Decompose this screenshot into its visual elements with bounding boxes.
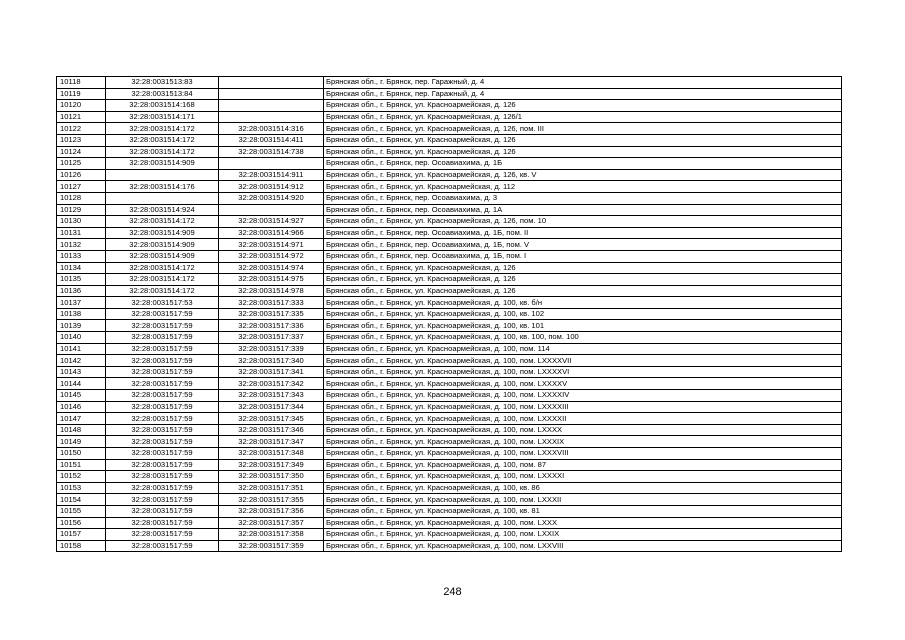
cadastral-number-cell: 32:28:0031517:348	[219, 448, 324, 460]
address-cell: Брянская обл., г. Брянск, пер. Осоавиахима, д. 1Б, пом. II	[324, 227, 842, 239]
row-number-cell: 10142	[57, 355, 106, 367]
row-number-cell: 10147	[57, 413, 106, 425]
address-cell: Брянская обл., г. Брянск, ул. Красноармейская, д. 126	[324, 262, 842, 274]
address-cell: Брянская обл., г. Брянск, ул. Красноармейская, д. 126	[324, 146, 842, 158]
row-number-cell: 10145	[57, 390, 106, 402]
cadastral-number-cell: 32:28:0031517:337	[219, 332, 324, 344]
row-number-cell: 10134	[57, 262, 106, 274]
parent-cadastral-cell: 32:28:0031517:59	[106, 494, 219, 506]
cadastral-number-cell: 32:28:0031517:349	[219, 459, 324, 471]
cadastral-number-cell: 32:28:0031514:920	[219, 192, 324, 204]
table-row	[57, 529, 842, 541]
parent-cadastral-cell: 32:28:0031517:59	[106, 366, 219, 378]
row-number-cell: 10143	[57, 366, 106, 378]
table-row	[57, 88, 842, 100]
address-cell: Брянская обл., г. Брянск, ул. Красноармейская, д. 100, пом. LXXXXVII	[324, 355, 842, 367]
row-number-cell: 10129	[57, 204, 106, 216]
cadastral-number-cell: 32:28:0031517:356	[219, 505, 324, 517]
parent-cadastral-cell: 32:28:0031517:59	[106, 355, 219, 367]
cadastral-number-cell	[219, 100, 324, 112]
parent-cadastral-cell: 32:28:0031514:909	[106, 250, 219, 262]
address-cell: Брянская обл., г. Брянск, ул. Красноармейская, д. 126, кв. V	[324, 169, 842, 181]
parent-cadastral-cell: 32:28:0031517:59	[106, 436, 219, 448]
cadastral-number-cell: 32:28:0031517:339	[219, 343, 324, 355]
row-number-cell: 10128	[57, 192, 106, 204]
table-row	[57, 134, 842, 146]
parent-cadastral-cell: 32:28:0031514:909	[106, 239, 219, 251]
cadastral-number-cell	[219, 88, 324, 100]
address-cell: Брянская обл., г. Брянск, ул. Красноармейская, д. 100, пом. LXXXXII	[324, 413, 842, 425]
table-row	[57, 332, 842, 344]
address-cell: Брянская обл., г. Брянск, ул. Красноармейская, д. 100, пом. LXXXXIV	[324, 390, 842, 402]
parent-cadastral-cell: 32:28:0031517:59	[106, 471, 219, 483]
table-row	[57, 123, 842, 135]
address-cell: Брянская обл., г. Брянск, пер. Осоавиахима, д. 1Б, пом. V	[324, 239, 842, 251]
row-number-cell: 10151	[57, 459, 106, 471]
address-cell: Брянская обл., г. Брянск, ул. Красноармейская, д. 100, пом. LXXXII	[324, 494, 842, 506]
row-number-cell: 10146	[57, 401, 106, 413]
address-cell: Брянская обл., г. Брянск, пер. Осоавиахима, д. 1Б, пом. I	[324, 250, 842, 262]
table-row	[57, 297, 842, 309]
address-cell: Брянская обл., г. Брянск, ул. Красноармейская, д. 126	[324, 274, 842, 286]
parent-cadastral-cell: 32:28:0031514:172	[106, 274, 219, 286]
row-number-cell: 10140	[57, 332, 106, 344]
cadastral-number-cell: 32:28:0031517:359	[219, 540, 324, 552]
cadastral-number-cell: 32:28:0031517:358	[219, 529, 324, 541]
address-cell: Брянская обл., г. Брянск, ул. Красноармейская, д. 126/1	[324, 111, 842, 123]
table-row	[57, 262, 842, 274]
cadastral-number-cell: 32:28:0031517:344	[219, 401, 324, 413]
registry-table-body	[57, 77, 842, 552]
row-number-cell: 10138	[57, 308, 106, 320]
cadastral-number-cell: 32:28:0031517:355	[219, 494, 324, 506]
parent-cadastral-cell: 32:28:0031517:59	[106, 517, 219, 529]
address-cell: Брянская обл., г. Брянск, ул. Красноармейская, д. 100, пом. LXXXX	[324, 424, 842, 436]
cadastral-number-cell: 32:28:0031517:345	[219, 413, 324, 425]
cadastral-number-cell	[219, 158, 324, 170]
row-number-cell: 10123	[57, 134, 106, 146]
row-number-cell: 10119	[57, 88, 106, 100]
cadastral-number-cell: 32:28:0031517:336	[219, 320, 324, 332]
address-cell: Брянская обл., г. Брянск, ул. Красноармейская, д. 100, кв. 102	[324, 308, 842, 320]
cadastral-number-cell: 32:28:0031517:335	[219, 308, 324, 320]
cadastral-number-cell: 32:28:0031517:351	[219, 482, 324, 494]
address-cell: Брянская обл., г. Брянск, пер. Осоавиахима, д. 3	[324, 192, 842, 204]
parent-cadastral-cell: 32:28:0031517:59	[106, 320, 219, 332]
cadastral-number-cell: 32:28:0031517:333	[219, 297, 324, 309]
table-row	[57, 146, 842, 158]
address-cell: Брянская обл., г. Брянск, ул. Красноармейская, д. 100, пом. LXXXVIII	[324, 448, 842, 460]
cadastral-number-cell: 32:28:0031517:342	[219, 378, 324, 390]
row-number-cell: 10150	[57, 448, 106, 460]
table-row	[57, 227, 842, 239]
row-number-cell: 10136	[57, 285, 106, 297]
table-row	[57, 401, 842, 413]
row-number-cell: 10153	[57, 482, 106, 494]
cadastral-number-cell: 32:28:0031517:340	[219, 355, 324, 367]
cadastral-number-cell: 32:28:0031514:971	[219, 239, 324, 251]
parent-cadastral-cell: 32:28:0031514:172	[106, 134, 219, 146]
cadastral-number-cell: 32:28:0031517:357	[219, 517, 324, 529]
table-row	[57, 517, 842, 529]
row-number-cell: 10120	[57, 100, 106, 112]
address-cell: Брянская обл., г. Брянск, ул. Красноармейская, д. 100, кв. 81	[324, 505, 842, 517]
cadastral-number-cell: 32:28:0031514:974	[219, 262, 324, 274]
cadastral-number-cell: 32:28:0031514:316	[219, 123, 324, 135]
parent-cadastral-cell: 32:28:0031517:59	[106, 459, 219, 471]
address-cell: Брянская обл., г. Брянск, ул. Красноармейская, д. 126	[324, 100, 842, 112]
table-row	[57, 308, 842, 320]
row-number-cell: 10124	[57, 146, 106, 158]
row-number-cell: 10125	[57, 158, 106, 170]
address-cell: Брянская обл., г. Брянск, ул. Красноармейская, д. 100, пом. LXXXXI	[324, 471, 842, 483]
row-number-cell: 10155	[57, 505, 106, 517]
table-row	[57, 192, 842, 204]
parent-cadastral-cell: 32:28:0031517:59	[106, 390, 219, 402]
table-row	[57, 100, 842, 112]
parent-cadastral-cell: 32:28:0031513:84	[106, 88, 219, 100]
row-number-cell: 10149	[57, 436, 106, 448]
table-row	[57, 250, 842, 262]
parent-cadastral-cell: 32:28:0031517:59	[106, 401, 219, 413]
row-number-cell: 10158	[57, 540, 106, 552]
table-row	[57, 158, 842, 170]
parent-cadastral-cell: 32:28:0031513:83	[106, 77, 219, 89]
parent-cadastral-cell: 32:28:0031517:59	[106, 343, 219, 355]
parent-cadastral-cell: 32:28:0031517:59	[106, 540, 219, 552]
row-number-cell: 10137	[57, 297, 106, 309]
table-row	[57, 204, 842, 216]
parent-cadastral-cell: 32:28:0031514:172	[106, 146, 219, 158]
row-number-cell: 10127	[57, 181, 106, 193]
row-number-cell: 10118	[57, 77, 106, 89]
address-cell: Брянская обл., г. Брянск, пер. Осоавиахима, д. 1Б	[324, 158, 842, 170]
table-row	[57, 216, 842, 228]
address-cell: Брянская обл., г. Брянск, ул. Красноармейская, д. 100, кв. 86	[324, 482, 842, 494]
parent-cadastral-cell	[106, 192, 219, 204]
table-row	[57, 413, 842, 425]
row-number-cell: 10152	[57, 471, 106, 483]
address-cell: Брянская обл., г. Брянск, ул. Красноармейская, д. 126	[324, 285, 842, 297]
cadastral-number-cell: 32:28:0031517:346	[219, 424, 324, 436]
address-cell: Брянская обл., г. Брянск, пер. Гаражный, д. 4	[324, 77, 842, 89]
table-row	[57, 459, 842, 471]
table-row	[57, 424, 842, 436]
cadastral-number-cell: 32:28:0031514:927	[219, 216, 324, 228]
row-number-cell: 10122	[57, 123, 106, 135]
table-row	[57, 169, 842, 181]
page-number: 248	[443, 586, 462, 598]
parent-cadastral-cell: 32:28:0031514:171	[106, 111, 219, 123]
cadastral-number-cell: 32:28:0031517:341	[219, 366, 324, 378]
table-row	[57, 494, 842, 506]
table-row	[57, 366, 842, 378]
cadastral-number-cell: 32:28:0031514:966	[219, 227, 324, 239]
cadastral-number-cell: 32:28:0031514:978	[219, 285, 324, 297]
row-number-cell: 10131	[57, 227, 106, 239]
table-row	[57, 285, 842, 297]
parent-cadastral-cell: 32:28:0031517:59	[106, 378, 219, 390]
address-cell: Брянская обл., г. Брянск, ул. Красноармейская, д. 100, пом. LXXVIII	[324, 540, 842, 552]
cadastral-number-cell: 32:28:0031517:347	[219, 436, 324, 448]
address-cell: Брянская обл., г. Брянск, ул. Красноармейская, д. 100, кв. 100, пом. 100	[324, 332, 842, 344]
row-number-cell: 10157	[57, 529, 106, 541]
table-row	[57, 482, 842, 494]
table-row	[57, 320, 842, 332]
address-cell: Брянская обл., г. Брянск, ул. Красноармейская, д. 100, кв. б/н	[324, 297, 842, 309]
parent-cadastral-cell: 32:28:0031517:59	[106, 529, 219, 541]
table-row	[57, 111, 842, 123]
address-cell: Брянская обл., г. Брянск, ул. Красноармейская, д. 100, пом. LXXXIX	[324, 436, 842, 448]
row-number-cell: 10135	[57, 274, 106, 286]
table-row	[57, 436, 842, 448]
parent-cadastral-cell: 32:28:0031517:59	[106, 332, 219, 344]
table-row	[57, 343, 842, 355]
parent-cadastral-cell: 32:28:0031514:172	[106, 123, 219, 135]
table-row	[57, 471, 842, 483]
address-cell: Брянская обл., г. Брянск, ул. Красноармейская, д. 100, пом. LXXXXVI	[324, 366, 842, 378]
table-row	[57, 77, 842, 89]
table-row	[57, 448, 842, 460]
parent-cadastral-cell: 32:28:0031517:59	[106, 413, 219, 425]
parent-cadastral-cell: 32:28:0031517:53	[106, 297, 219, 309]
cadastral-number-cell	[219, 111, 324, 123]
cadastral-number-cell: 32:28:0031514:411	[219, 134, 324, 146]
address-cell: Брянская обл., г. Брянск, пер. Осоавиахима, д. 1А	[324, 204, 842, 216]
registry-table	[56, 76, 842, 552]
parent-cadastral-cell: 32:28:0031514:168	[106, 100, 219, 112]
table-row	[57, 540, 842, 552]
table-row	[57, 181, 842, 193]
parent-cadastral-cell: 32:28:0031514:172	[106, 216, 219, 228]
cadastral-number-cell: 32:28:0031514:912	[219, 181, 324, 193]
table-row	[57, 239, 842, 251]
address-cell: Брянская обл., г. Брянск, ул. Красноармейская, д. 100, пом. 114	[324, 343, 842, 355]
parent-cadastral-cell: 32:28:0031514:909	[106, 158, 219, 170]
row-number-cell: 10141	[57, 343, 106, 355]
cadastral-number-cell: 32:28:0031514:975	[219, 274, 324, 286]
row-number-cell: 10144	[57, 378, 106, 390]
cadastral-number-cell: 32:28:0031517:343	[219, 390, 324, 402]
parent-cadastral-cell: 32:28:0031517:59	[106, 448, 219, 460]
address-cell: Брянская обл., г. Брянск, ул. Красноармейская, д. 112	[324, 181, 842, 193]
address-cell: Брянская обл., г. Брянск, ул. Красноармейская, д. 100, пом. LXXIX	[324, 529, 842, 541]
parent-cadastral-cell: 32:28:0031517:59	[106, 482, 219, 494]
address-cell: Брянская обл., г. Брянск, ул. Красноармейская, д. 100, пом. 87	[324, 459, 842, 471]
parent-cadastral-cell: 32:28:0031514:176	[106, 181, 219, 193]
row-number-cell: 10132	[57, 239, 106, 251]
parent-cadastral-cell: 32:28:0031514:909	[106, 227, 219, 239]
address-cell: Брянская обл., г. Брянск, ул. Красноармейская, д. 126, пом. III	[324, 123, 842, 135]
cadastral-number-cell	[219, 77, 324, 89]
table-row	[57, 390, 842, 402]
table-row	[57, 378, 842, 390]
parent-cadastral-cell	[106, 169, 219, 181]
parent-cadastral-cell: 32:28:0031517:59	[106, 505, 219, 517]
address-cell: Брянская обл., г. Брянск, ул. Красноармейская, д. 100, кв. 101	[324, 320, 842, 332]
parent-cadastral-cell: 32:28:0031517:59	[106, 424, 219, 436]
cadastral-number-cell	[219, 204, 324, 216]
row-number-cell: 10133	[57, 250, 106, 262]
parent-cadastral-cell: 32:28:0031514:172	[106, 285, 219, 297]
row-number-cell: 10156	[57, 517, 106, 529]
address-cell: Брянская обл., г. Брянск, ул. Красноармейская, д. 100, пом. LXXXXIII	[324, 401, 842, 413]
parent-cadastral-cell: 32:28:0031514:172	[106, 262, 219, 274]
address-cell: Брянская обл., г. Брянск, ул. Красноармейская, д. 126	[324, 134, 842, 146]
table-row	[57, 355, 842, 367]
cadastral-number-cell: 32:28:0031517:350	[219, 471, 324, 483]
parent-cadastral-cell: 32:28:0031517:59	[106, 308, 219, 320]
row-number-cell: 10148	[57, 424, 106, 436]
cadastral-number-cell: 32:28:0031514:738	[219, 146, 324, 158]
row-number-cell: 10121	[57, 111, 106, 123]
row-number-cell: 10126	[57, 169, 106, 181]
address-cell: Брянская обл., г. Брянск, ул. Красноармейская, д. 126, пом. 10	[324, 216, 842, 228]
address-cell: Брянская обл., г. Брянск, пер. Гаражный, д. 4	[324, 88, 842, 100]
address-cell: Брянская обл., г. Брянск, ул. Красноармейская, д. 100, пом. LXXX	[324, 517, 842, 529]
row-number-cell: 10139	[57, 320, 106, 332]
parent-cadastral-cell: 32:28:0031514:924	[106, 204, 219, 216]
cadastral-number-cell: 32:28:0031514:972	[219, 250, 324, 262]
row-number-cell: 10130	[57, 216, 106, 228]
row-number-cell: 10154	[57, 494, 106, 506]
address-cell: Брянская обл., г. Брянск, ул. Красноармейская, д. 100, пом. LXXXXV	[324, 378, 842, 390]
cadastral-number-cell: 32:28:0031514:911	[219, 169, 324, 181]
table-row	[57, 274, 842, 286]
table-row	[57, 505, 842, 517]
